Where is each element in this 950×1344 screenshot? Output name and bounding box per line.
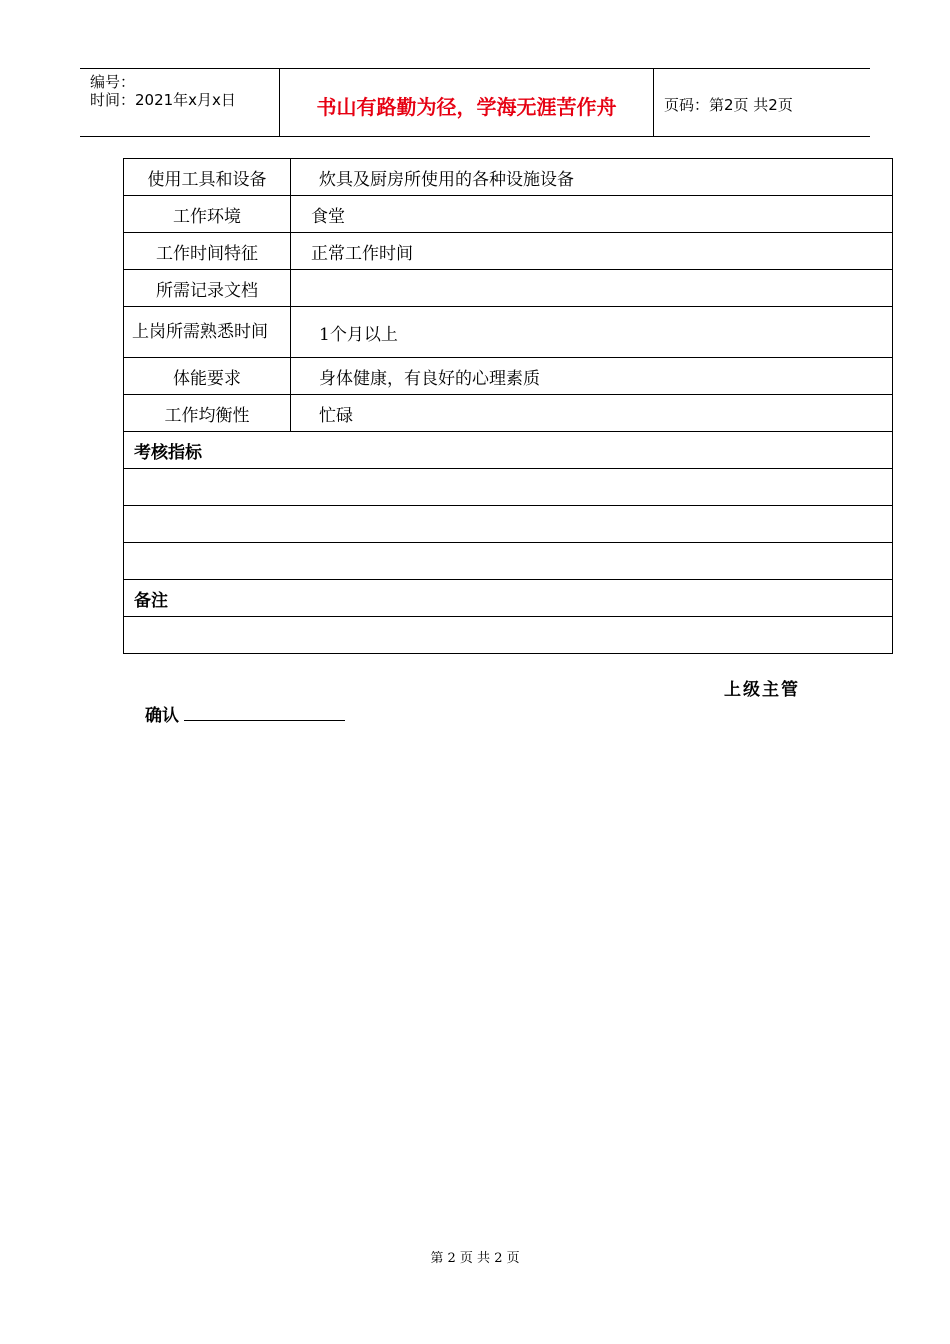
- empty-cell: [124, 617, 893, 654]
- row-value: 正常工作时间: [291, 233, 893, 270]
- empty-cell: [124, 506, 893, 543]
- confirm-label: 确认: [145, 706, 179, 726]
- header-meta: [80, 69, 280, 136]
- page-footer: 第 2 页 共 2 页: [430, 1251, 520, 1266]
- table-row: [124, 159, 893, 196]
- header-page-info: 页码：第2页 共2页: [664, 96, 793, 114]
- empty-cell: [124, 543, 893, 580]
- table-row: [124, 506, 893, 543]
- table-row: [124, 307, 893, 358]
- table-row: [124, 617, 893, 654]
- section-header-row: [124, 432, 893, 469]
- document-header: [80, 68, 870, 137]
- row-value: 食堂: [291, 196, 893, 233]
- row-label: 工作均衡性: [124, 395, 291, 432]
- row-label: 上岗所需熟悉时间: [124, 307, 291, 358]
- assessment-section-title: 考核指标: [124, 432, 893, 469]
- row-value: 炊具及厨房所使用的各种设施设备: [291, 159, 893, 196]
- row-label: 工作环境: [124, 196, 291, 233]
- document-time-label: 时间：2021年x月x日: [90, 91, 236, 109]
- table-row: [124, 196, 893, 233]
- row-value: 身体健康，有良好的心理素质: [291, 358, 893, 395]
- row-label: 工作时间特征: [124, 233, 291, 270]
- job-description-table: [123, 158, 893, 654]
- empty-cell: [124, 469, 893, 506]
- table-row: [124, 270, 893, 307]
- header-motto: 书山有路勤为径，学海无涯苦作舟: [280, 69, 654, 136]
- row-value: [291, 270, 893, 307]
- table-row: [124, 233, 893, 270]
- row-label: 体能要求: [124, 358, 291, 395]
- document-number-label: 编号：: [90, 73, 136, 91]
- row-label: 所需记录文档: [124, 270, 291, 307]
- row-label: 使用工具和设备: [124, 159, 291, 196]
- remarks-section-title: 备注: [124, 580, 893, 617]
- supervisor-label: 上级主管: [724, 680, 800, 700]
- row-value: 忙碌: [291, 395, 893, 432]
- table-row: [124, 469, 893, 506]
- table-row: [124, 543, 893, 580]
- signature-line: [184, 720, 345, 721]
- table-row: [124, 358, 893, 395]
- table-row: [124, 395, 893, 432]
- section-header-row: [124, 580, 893, 617]
- row-value: 1个月以上: [291, 307, 893, 358]
